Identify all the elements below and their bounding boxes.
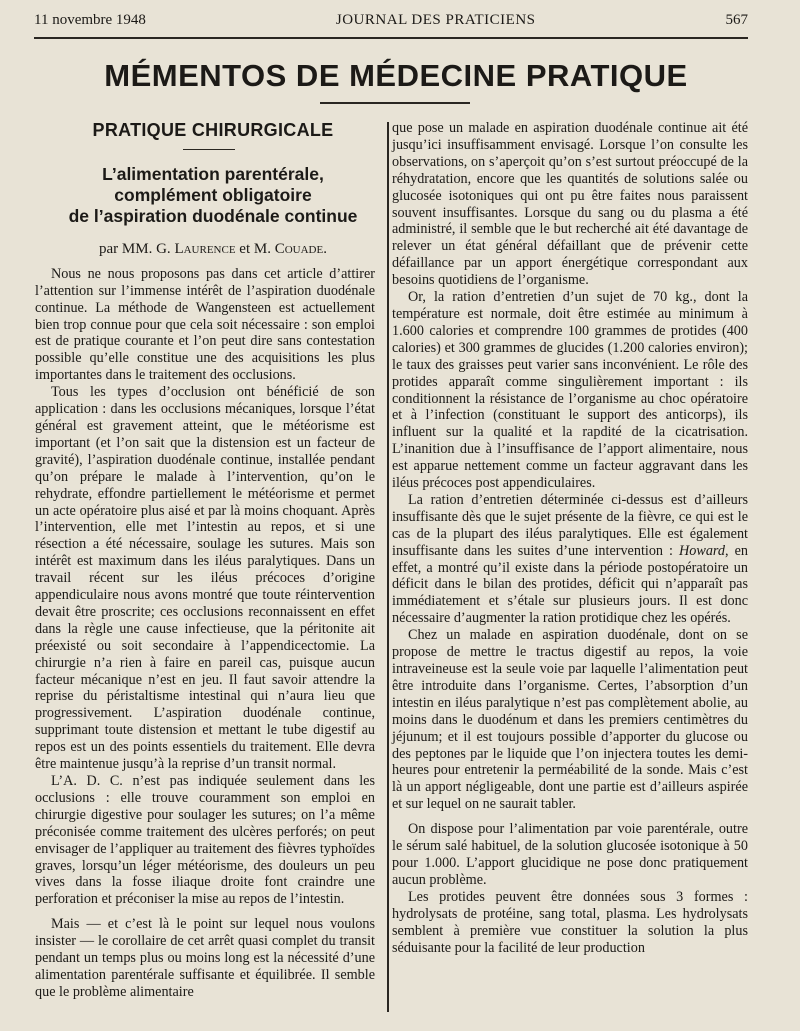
running-head [34,12,748,34]
article-title [51,164,375,227]
header-rule [34,37,748,39]
page-number: 567 [725,12,748,28]
issue-date: 11 novembre 1948 [34,12,146,28]
cited-author: Howard [679,542,726,559]
paragraph: que pose un malade en aspiration duodénale continue ait été jusqu’ici insuffisamment envisagé. Lorsque l’on consulte les observations, on s’aperçoit qu’on s’est surtout préoccupé de la réhydratation, encore que les quantités de solutions salée ou glucosée isotoniques qui ont pu être faites nous paraissent souvent insuffisantes. Lorsque du sang ou du plasma a été administré, il semble que le but recherché ait été davantage de relever un état général défaillant que de prévenir cette défaillance par un apport énergétique correspondant aux besoins quotidiens de l’organisme. [392,120,748,289]
author-name: Laurence [174,240,236,257]
paragraph [392,492,748,627]
page-title: MÉMENTOS DE MÉDECINE PRATIQUE [104,58,688,93]
paragraph: Mais — et c’est là le point sur lequel nous voulons insister — le corollaire de cet arrêt quasi complet du transit pendant un temps plus ou moins long est la nécessité d’une alimentation parentérale suffisante et équilibrée. Il semble que le problème alimentaire [35,916,375,1000]
paragraph: Nous ne nous proposons pas dans cet article d’attirer l’attention sur l’immense intérêt de l’aspiration duodénale continue. La méthode de Wangensteen est actuellement bien trop connue pour que cela soit nécessaire : son emploi est de pratique courante et l’on peut dire sans contestation possible qu’elle constitue une des acquisitions les plus importantes dans le traitement des occlusions. [35,265,375,384]
paragraph-text: , en effet, a montré qu’il existe dans la période postopératoire un déficit dans le bilan des protides, déficit qui n’apparaît pas immédiatement et s’étale sur plusieurs jours. Il est donc nécessaire d’augmenter la ration protidique chez les opérés. [392,542,748,627]
paragraph: Les protides peuvent être données sous 3 formes : hydrolysats de protéine, sang total, plasma. Les hydrolysats semblent à première vue constituer la solution la plus séduisante pour la facilité de leur production [392,888,748,956]
article-title-line: complément obligatoire [114,184,312,205]
paragraph: L’A. D. C. n’est pas indiquée seulement dans les occlusions : elle trouve couramment son emploi en chirurgie digestive pour soulager les sutures; on l’a même préconisée comme traitement des ulcères perforés; on peut envisager de l’appliquer au traitement des fièvres typhoïdes graves, lorsqu’un léger météorisme, des douleurs un peu vives dans la fosse iliaque droite font craindre une perforation et préconiser la mise au repos de l’intestin. [35,773,375,908]
paragraph: On dispose pour l’alimentation par voie parentérale, outre le sérum salé habituel, de la solution glucosée isotonique à 50 pour 1.000. L’apport glucidique ne pose donc pratiquement aucun problème. [392,821,748,888]
article-title-line: de l’aspiration duodénale continue [68,205,358,226]
right-column [392,120,748,956]
article-title-line: L’alimentation parentérale, [102,163,324,184]
journal-name: JOURNAL DES PRATICIENS [335,12,536,28]
author-name: Couade. [274,240,327,257]
paragraph-text: La ration d’entretien déterminée ci-dessus est d’ailleurs insuffisante dès que le sujet présente de la fièvre, ce qui est le cas de la plupart des iléus paralytiques. Elle est également insuffisante dans les suites d’une intervention : [392,491,748,559]
left-column [35,122,375,1001]
column-divider [387,122,389,1012]
paragraph: Tous les types d’occlusion ont bénéficié de son application : dans les occlusions mécaniques, lorsque l’état général est gravement atteint, que le météorisme est important (et l’on sait que la distension est un facteur de gravité), l’aspiration duodénale continue, installée pendant qu’on prépare le malade à l’intervention, qu’on le rehydrate, effondre partiellement le météorisme et permet un acte opératoire plus aisé et par là moins choquant. Après l’intervention, elle met l’intestin au repos, et si une résection a été nécessaire, soulage les sutures. Mais son intérêt est maximum dans les iléus paralytiques. Dans un travail récent sur les iléus précoces d’origine appendiculaire nous avons montré que toute réintervention devait être proscrite; ces occlusions reconnaissent en effet dans la règle une cause infectieuse, que la péritonite ait préexisté ou soit secondaire à l’appendicectomie. La chirurgie n’a rien à faire en pareil cas, puisque aucun facteur mécanique n’est en jeu. Il faut savoir attendre la reprise du péristaltisme intestinal qui n’aura lieu que progressivement. L’aspiration duodénale continue, supprimant toute distension et mettant le tube digestif au repos est un des points essentiels du traitement. Elle devra être maintenue jusqu’à la reprise d’un transit normal. [35,384,375,773]
byline-conjunction: et M. [239,240,271,257]
paragraph: Chez un malade en aspiration duodénale, dont on se propose de mettre le tractus digestif au repos, la voie intraveineuse est la seule voie par laquelle l’alimentation peut être introduite dans l’organisme. Certes, l’absorption d’un intestin en iléus paralytique n’est pas complètement abolie, au moins dans le duodénum et dans les premiers centimètres du jéjunum; et il est toujours possible d’apporter du glucose ou des peptones par le liquide que l’on injectera toutes les demi-heures pour entretenir la perméabilité de la sonde. Mais c’est là un apport négligeable, dont une partie est d’ailleurs aspirée et sur lequel on ne saurait tabler. [392,627,748,813]
byline-prefix: par MM. G. [99,240,171,257]
title-rule [320,102,470,104]
paragraph: Or, la ration d’entretien d’un sujet de 70 kg., dont la température est normale, doit être estimée au minimum à 1.600 calories et comprendre 100 grammes de protides (400 calories) et 300 grammes de glucides (1.200 calories environ); le taux des graisses peut varier sans inconvénient. Le rôle des protides apparaît comme singulièrement important : ils conditionnent la résistance de l’organisme au choc opératoire et à l’infection (constituant le support des anticorps), ils influent sur la qualité et la rapdité de la cicatrisation. L’inanition due à l’insuffisance de l’apport alimentaire, nous est apparue nettement comme un facteur aggravant dans les iléus précoces post appendiculaires. [392,289,748,492]
section-rule [183,149,235,150]
byline [51,241,375,258]
section-title: PRATIQUE CHIRURGICALE [92,120,334,140]
